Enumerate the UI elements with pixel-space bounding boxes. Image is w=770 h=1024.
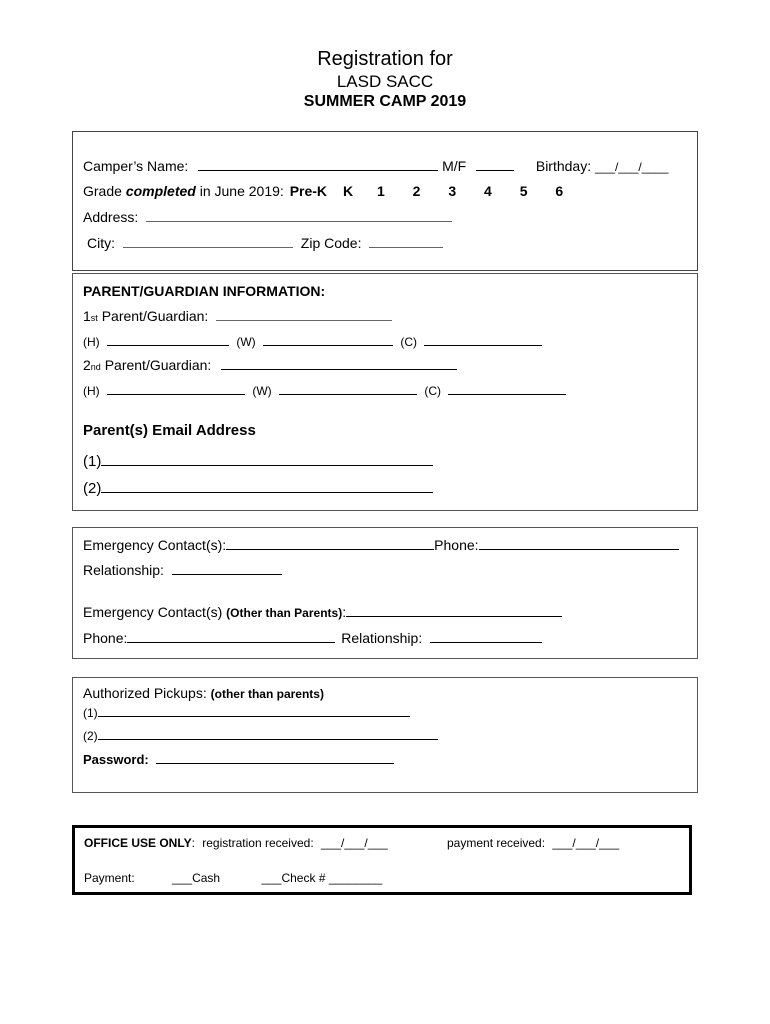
email-heading: Parent(s) Email Address [83, 422, 256, 439]
grade-option-3[interactable]: 3 [448, 183, 457, 199]
office-use-label: OFFICE USE ONLY [84, 836, 192, 850]
emergency-relationship2-label: Relationship: [341, 630, 423, 646]
emergency-phone2-field[interactable] [127, 630, 335, 643]
pickup-row-1 [83, 706, 410, 719]
second-home-phone-field[interactable] [107, 382, 245, 395]
password-label: Password: [83, 752, 149, 767]
first-parent-phones-row [83, 333, 542, 348]
check-label: Check # [281, 871, 326, 885]
office-payment-received [447, 837, 619, 849]
mf-field[interactable] [476, 158, 514, 171]
emergency-phone-field[interactable] [479, 537, 679, 550]
pickup1-label: (1) [83, 706, 98, 720]
payment-label: Payment: [84, 871, 135, 885]
camper-section [72, 131, 698, 271]
emergency-contact-row [83, 537, 679, 552]
registration-received-field[interactable]: ___/___/___ [321, 836, 388, 850]
email-row-1 [83, 452, 433, 469]
first-parent-num: 1 [83, 308, 91, 324]
first-home-label: (H) [83, 335, 100, 349]
first-parent-sup: st [90, 313, 98, 323]
city-zip-row [87, 236, 443, 250]
first-parent-label: Parent/Guardian: [101, 308, 209, 324]
emergency-contact2-field[interactable] [346, 604, 562, 617]
city-label: City: [87, 235, 115, 251]
emergency-relationship-row [83, 562, 282, 577]
emergency-contact2-label: Emergency Contact(s) [83, 604, 223, 620]
organization-name: LASD SACC [336, 72, 434, 91]
email1-field[interactable] [101, 452, 433, 466]
first-cell-label: (C) [400, 335, 418, 349]
second-parent-phones-row [83, 382, 566, 397]
address-row [83, 210, 452, 224]
grade-option-1[interactable]: 1 [376, 183, 385, 199]
second-cell-label: (C) [424, 384, 442, 398]
email2-label: (2) [83, 480, 102, 497]
second-parent-label: Parent/Guardian: [104, 357, 212, 373]
birthday-label: Birthday: [535, 158, 592, 174]
grade-option-2[interactable]: 2 [412, 183, 421, 199]
office-colon: : [191, 836, 195, 850]
grade-label: Grade [83, 183, 122, 199]
first-work-phone-field[interactable] [263, 333, 393, 346]
cash-field[interactable]: ___ [172, 871, 193, 885]
address-label: Address: [83, 209, 139, 225]
emergency-phone-label: Phone: [434, 537, 479, 553]
second-home-label: (H) [83, 384, 100, 398]
pickups-heading-row [83, 686, 324, 700]
first-work-label: (W) [236, 335, 256, 349]
pickup1-field[interactable] [98, 706, 410, 717]
second-parent-field[interactable] [221, 357, 457, 370]
city-field[interactable] [123, 236, 293, 248]
emergency-contact-label: Emergency Contact(s): [83, 537, 227, 553]
grade-option-k[interactable]: K [342, 183, 354, 199]
emergency-relationship-field[interactable] [172, 562, 282, 575]
emergency-phone2-row [83, 630, 542, 645]
second-parent-row [83, 357, 457, 372]
email-row-2 [83, 479, 433, 496]
pickup2-field[interactable] [98, 729, 438, 740]
office-row-1 [84, 837, 388, 849]
password-field[interactable] [156, 751, 394, 764]
pickups-note: (other than parents) [210, 687, 324, 701]
parent-section-heading: PARENT/GUARDIAN INFORMATION: [83, 283, 326, 299]
first-parent-row [83, 309, 392, 323]
password-row [83, 751, 394, 766]
pickup2-label: (2) [83, 729, 98, 743]
emergency-contact2-row [83, 604, 562, 619]
emergency-relationship2-field[interactable] [430, 630, 542, 643]
emergency-phone2-label: Phone: [83, 630, 128, 646]
address-field[interactable] [146, 210, 452, 222]
pickups-label: Authorized Pickups: [83, 685, 207, 701]
grade-option-5[interactable]: 5 [519, 183, 528, 199]
payment-received-field[interactable]: ___/___/___ [552, 836, 620, 850]
registration-received-label: registration received: [202, 836, 314, 850]
second-cell-phone-field[interactable] [448, 382, 566, 395]
payment-received-label: payment received: [447, 836, 546, 850]
check-number-field[interactable]: ________ [328, 871, 383, 885]
grade-option-4[interactable]: 4 [484, 183, 492, 199]
emergency-relationship-label: Relationship: [83, 562, 164, 578]
grade-row [83, 184, 563, 198]
second-parent-sup: nd [90, 362, 101, 372]
emergency-contact-field[interactable] [226, 537, 434, 550]
camper-name-row [83, 158, 668, 173]
second-work-phone-field[interactable] [279, 382, 417, 395]
program-name: SUMMER CAMP 2019 [303, 93, 467, 110]
form-title: Registration for [317, 48, 453, 70]
cash-label: Cash [192, 871, 221, 885]
grade-completed-label: completed [125, 183, 196, 199]
pickup-row-2 [83, 729, 438, 742]
mf-label: M/F [442, 158, 467, 174]
email1-label: (1) [83, 453, 102, 470]
grade-option-prek[interactable]: Pre-K [289, 183, 328, 199]
camper-name-label: Camper’s Name: [83, 158, 189, 174]
first-home-phone-field[interactable] [107, 333, 229, 346]
second-work-label: (W) [252, 384, 272, 398]
first-cell-phone-field[interactable] [424, 333, 542, 346]
grade-suffix-label: in June 2019: [199, 183, 284, 199]
camper-name-field[interactable] [198, 158, 438, 171]
zip-label: Zip Code: [300, 235, 362, 251]
office-row-2 [84, 872, 382, 884]
grade-option-6[interactable]: 6 [555, 183, 564, 199]
emergency-contact2-colon: : [342, 604, 347, 620]
check-field[interactable]: ___ [261, 871, 282, 885]
email2-field[interactable] [101, 479, 433, 493]
emergency-contact2-note: (Other than Parents) [226, 606, 343, 620]
zip-field[interactable] [369, 236, 443, 248]
second-parent-num: 2 [83, 357, 91, 373]
birthday-field[interactable]: ___/___/____ [595, 160, 669, 174]
first-parent-field[interactable] [216, 309, 392, 321]
